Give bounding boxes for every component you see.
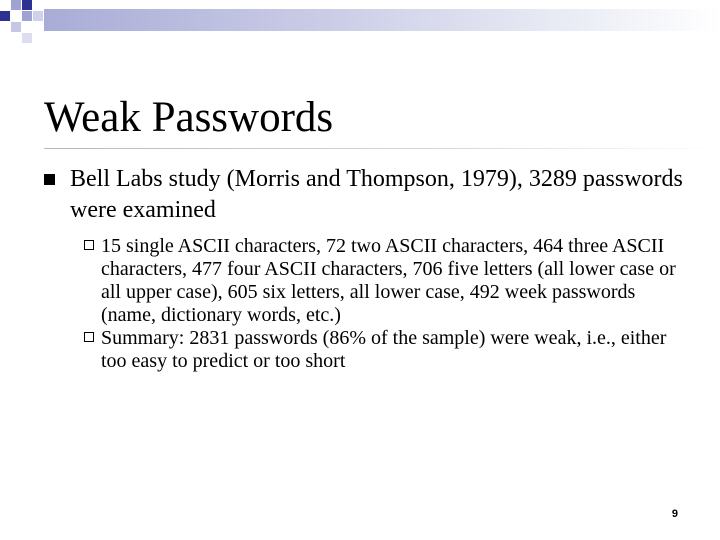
hollow-square-bullet-icon bbox=[84, 332, 94, 342]
sub-bullet-text: Summary: 2831 passwords (86% of the sample) were weak, i.e., either too easy to predict or too short bbox=[101, 327, 667, 372]
sub-bullet-item bbox=[84, 327, 694, 373]
bullet-text: Bell Labs study (Morris and Thompson, 1979), 3289 passwords were examined bbox=[70, 166, 683, 223]
decor-square bbox=[0, 0, 10, 10]
sub-bullet-list bbox=[84, 235, 694, 373]
square-bullet-icon bbox=[44, 174, 55, 185]
decor-square bbox=[0, 11, 10, 21]
decor-square bbox=[0, 22, 10, 32]
decor-square bbox=[22, 33, 32, 43]
decor-square bbox=[11, 22, 21, 32]
hollow-square-bullet-icon bbox=[84, 240, 94, 250]
decor-square bbox=[22, 11, 32, 21]
sub-bullet-text: 15 single ASCII characters, 72 two ASCII characters, 464 three ASCII characters, 477 four ASCII characters, 706 five letters (all lower case or all upper case), 605 six letters, all lower case, 492 week passwords (name, dictionary words, etc.) bbox=[101, 235, 676, 326]
slide-title: Weak Passwords bbox=[44, 94, 334, 141]
sub-bullet-item bbox=[84, 235, 694, 327]
decor-square bbox=[22, 0, 32, 10]
decor-square bbox=[33, 11, 43, 21]
decor-square bbox=[11, 0, 21, 10]
top-gradient-bar bbox=[44, 9, 720, 31]
title-divider bbox=[44, 148, 720, 149]
decor-square bbox=[33, 0, 43, 10]
decor-square bbox=[22, 22, 32, 32]
page-number: 9 bbox=[671, 508, 678, 520]
decor-square bbox=[11, 11, 21, 21]
